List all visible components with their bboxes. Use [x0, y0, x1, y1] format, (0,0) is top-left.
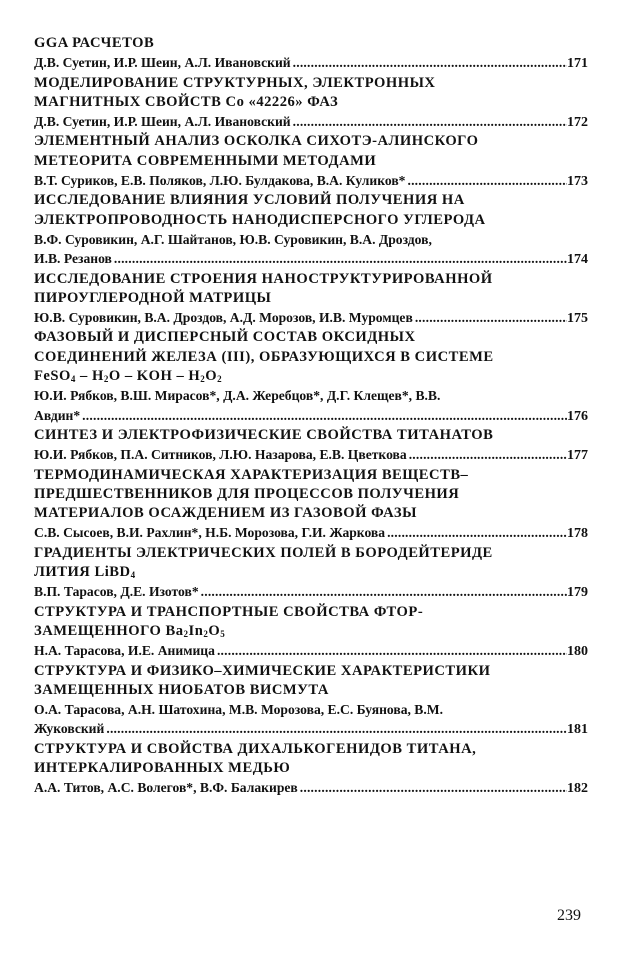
entry-authors: Н.А. Тарасова, И.Е. Анимица	[34, 643, 215, 659]
entry-authors-line	[34, 582, 588, 602]
entry-authors-line	[34, 445, 588, 465]
entry-authors-line	[34, 53, 588, 73]
entry-page-number: 181	[567, 722, 588, 738]
entry-title: ЭЛЕКТРОПРОВОДНОСТЬ НАНОДИСПЕРСНОГО УГЛЕРОДА	[34, 211, 486, 228]
dot-leader	[293, 53, 567, 72]
entry-title: ПРЕДШЕСТВЕННИКОВ ДЛЯ ПРОЦЕССОВ ПОЛУЧЕНИЯ	[34, 485, 460, 502]
entry-title: ФАЗОВЫЙ И ДИСПЕРСНЫЙ СОСТАВ ОКСИДНЫХ	[34, 329, 416, 346]
toc-entry	[34, 740, 588, 799]
entry-title: СОЕДИНЕНИЙ ЖЕЛЕЗА (III), ОБРАЗУЮЩИХСЯ В СИСТЕМЕ	[34, 348, 494, 365]
entry-title: ГРАДИЕНТЫ ЭЛЕКТРИЧЕСКИХ ПОЛЕЙ В БОРОДЕЙТЕРИДЕ	[34, 544, 493, 561]
entry-title-formula: FeSO$_4$ – $H_2O$ – KOH – $H_2O_2$	[34, 368, 223, 385]
entry-authors: Ю.В. Суровикин, В.А. Дроздов, А.Д. Морозов, И.В. Муромцев	[34, 310, 413, 326]
entry-title: ИНТЕРКАЛИРОВАННЫХ МЕДЬЮ	[34, 759, 291, 776]
table-of-contents	[34, 34, 588, 799]
entry-page-number: 178	[567, 526, 588, 542]
entry-page-number: 172	[567, 115, 588, 131]
entry-authors: В.Ф. Суровикин, А.Г. Шайтанов, Ю.В. Суровикин, В.А. Дроздов,	[34, 231, 432, 247]
entry-title: СТРУКТУРА И ФИЗИКО–ХИМИЧЕСКИЕ ХАРАКТЕРИСТИКИ	[34, 662, 491, 679]
toc-entry	[34, 544, 588, 603]
entry-title: ЭЛЕМЕНТНЫЙ АНАЛИЗ ОСКОЛКА СИХОТЭ-АЛИНСКОГО	[34, 133, 479, 150]
entry-authors: С.В. Сысоев, В.И. Рахлин*, Н.Б. Морозова, Г.И. Жаркова	[34, 525, 386, 541]
entry-authors-line	[34, 171, 588, 191]
dot-leader	[217, 641, 567, 660]
page-number: 239	[557, 907, 581, 924]
dot-leader	[300, 778, 567, 797]
entry-title: СТРУКТУРА И СВОЙСТВА ДИХАЛЬКОГЕНИДОВ ТИТАНА,	[34, 740, 477, 757]
entry-authors: О.А. Тарасова, А.Н. Шатохина, М.В. Морозова, Е.С. Буянова, В.М.	[34, 702, 443, 718]
entry-title: СТРУКТУРА И ТРАНСПОРТНЫЕ СВОЙСТВА ФТОР-	[34, 603, 424, 620]
toc-entry	[34, 132, 588, 191]
entry-page-number: 180	[567, 644, 588, 660]
dot-leader	[106, 719, 567, 738]
entry-title: GGA РАСЧЕТОВ	[34, 35, 155, 51]
entry-page-number: 171	[567, 56, 588, 72]
entry-authors: А.А. Титов, А.С. Волегов*, В.Ф. Балакирев	[34, 780, 298, 796]
entry-title: МОДЕЛИРОВАНИЕ СТРУКТУРНЫХ, ЭЛЕКТРОННЫХ	[34, 74, 436, 91]
toc-entry	[34, 74, 588, 133]
entry-authors: В.П. Тарасов, Д.Е. Изотов*	[34, 584, 199, 600]
entry-page-number: 176	[567, 408, 588, 424]
toc-entry	[34, 34, 588, 74]
entry-title: ПИРОУГЛЕРОДНОЙ МАТРИЦЫ	[34, 289, 272, 306]
entry-title: ТЕРМОДИНАМИЧЕСКАЯ ХАРАКТЕРИЗАЦИЯ ВЕЩЕСТВ–	[34, 466, 469, 483]
entry-authors: Авдин*	[34, 407, 81, 423]
entry-title: ИССЛЕДОВАНИЕ ВЛИЯНИЯ УСЛОВИЙ ПОЛУЧЕНИЯ НА	[34, 192, 465, 209]
entry-page-number: 173	[567, 174, 588, 190]
entry-authors: Ю.И. Рябков, П.А. Ситников, Л.Ю. Назарова, Е.В. Цветкова	[34, 447, 407, 463]
entry-title: МАГНИТНЫХ СВОЙСТВ Со «42226» ФАЗ	[34, 93, 339, 110]
dot-leader	[409, 445, 567, 464]
dot-leader	[407, 171, 567, 190]
entry-title: СИНТЕЗ И ЭЛЕКТРОФИЗИЧЕСКИЕ СВОЙСТВА ТИТАНАТОВ	[34, 426, 494, 443]
entry-authors: Д.В. Суетин, И.Р. Шеин, А.Л. Ивановский	[34, 55, 291, 71]
toc-entry	[34, 191, 588, 269]
entry-page-number: 177	[567, 448, 588, 464]
dot-leader	[387, 523, 567, 542]
toc-entry	[34, 603, 588, 662]
entry-authors: Ю.И. Рябков, В.Ш. Мирасов*, Д.А. Жеребцов*, Д.Г. Клещев*, В.В.	[34, 388, 441, 404]
entry-authors: В.Т. Суриков, Е.В. Поляков, Л.Ю. Булдакова, В.А. Куликов*	[34, 173, 406, 189]
entry-authors: И.В. Резанов	[34, 251, 112, 267]
entry-authors-line	[34, 719, 588, 739]
entry-authors-line	[34, 523, 588, 543]
entry-title: МАТЕРИАЛОВ ОСАЖДЕНИЕМ ИЗ ГАЗОВОЙ ФАЗЫ	[34, 505, 417, 522]
toc-entry	[34, 662, 588, 740]
dot-leader	[114, 249, 567, 268]
dot-leader	[293, 112, 567, 131]
toc-entry	[34, 466, 588, 544]
entry-title: ЗАМЕЩЕННЫХ НИОБАТОВ ВИСМУТА	[34, 681, 329, 698]
entry-authors-line	[34, 641, 588, 661]
entry-authors: Д.В. Суетин, И.Р. Шеин, А.Л. Ивановский	[34, 114, 291, 130]
entry-authors-line	[34, 308, 588, 328]
entry-authors-line	[34, 249, 588, 269]
toc-entry	[34, 426, 588, 466]
dot-leader	[415, 308, 567, 327]
entry-title-formula: ЗАМЕЩЕННОГО $Ba_2In_2O_5$	[34, 622, 226, 639]
entry-authors-line	[34, 406, 588, 426]
entry-page-number: 179	[567, 585, 588, 601]
dot-leader	[201, 582, 567, 601]
entry-title: ИССЛЕДОВАНИЕ СТРОЕНИЯ НАНОСТРУКТУРИРОВАННОЙ	[34, 270, 493, 287]
entry-page-number: 175	[567, 311, 588, 327]
dot-leader	[82, 406, 567, 425]
entry-page-number: 174	[567, 252, 588, 268]
entry-title: МЕТЕОРИТА СОВРЕМЕННЫМИ МЕТОДАМИ	[34, 152, 377, 169]
entry-title-formula: ЛИТИЯ LiBD$_4$	[34, 564, 136, 581]
entry-authors: Жуковский	[34, 721, 105, 737]
toc-entry	[34, 270, 588, 329]
toc-entry	[34, 328, 588, 425]
entry-page-number: 182	[567, 781, 588, 797]
entry-authors-line	[34, 778, 588, 798]
entry-authors-line	[34, 112, 588, 132]
